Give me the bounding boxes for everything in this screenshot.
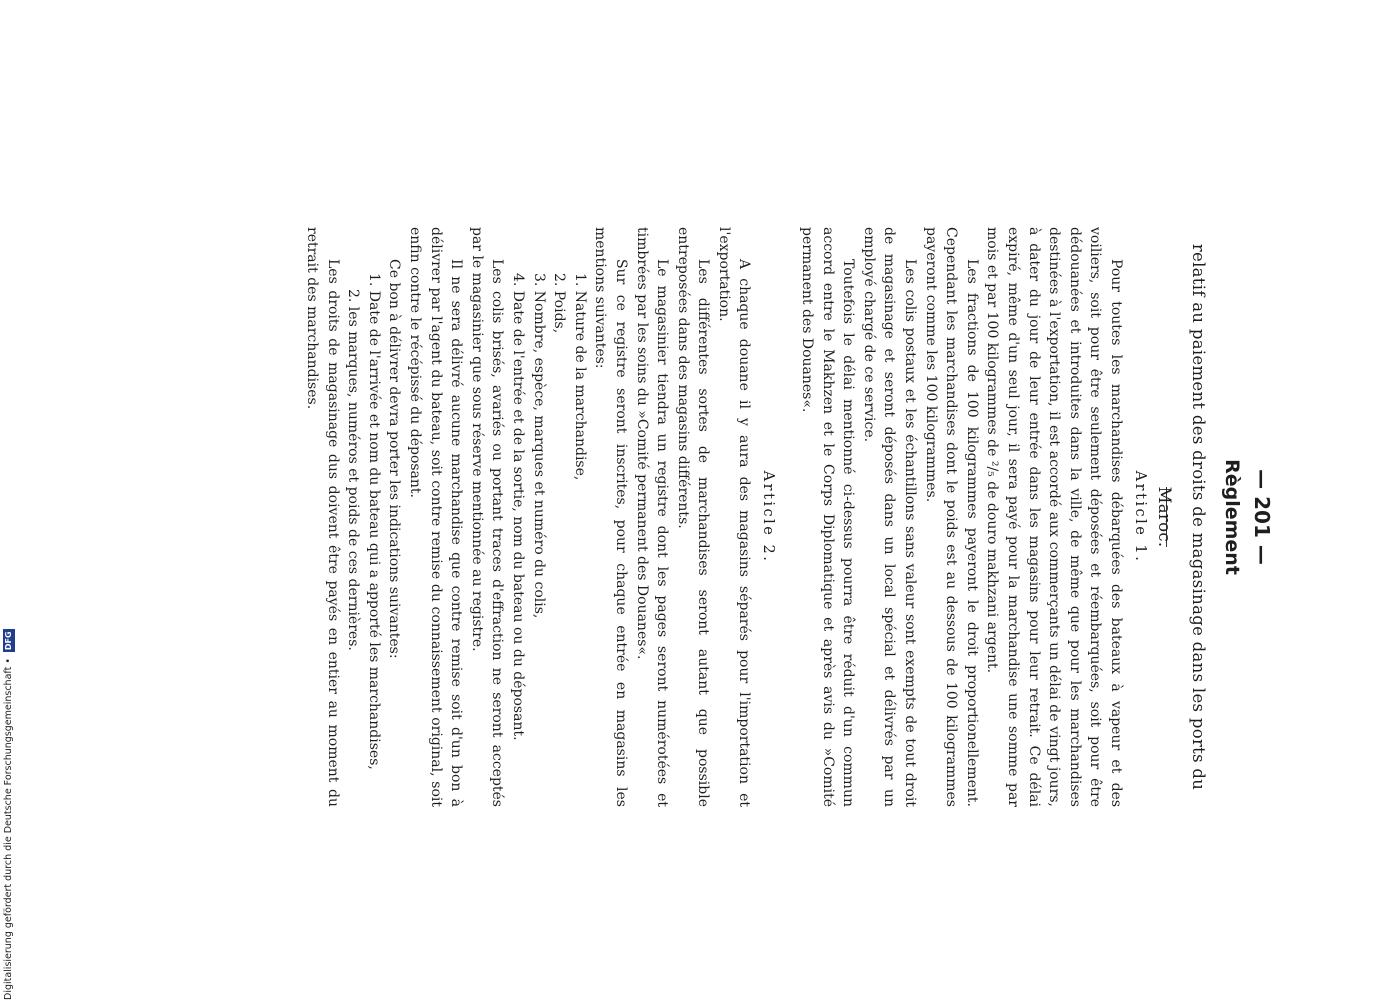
page-number: — 201 — bbox=[1250, 469, 1274, 565]
article-2-paragraph: Il ne sera délivré aucune marchandise que contre remise soit d'un bon à délivrer par l'agent du bateau, soit contre remise du connaissement original, soit enfin contre le récépissé du déposant. bbox=[407, 227, 465, 807]
credit-text: Digitalisierung gefördert durch die Deutsche Forschungsgemeinschaft • bbox=[3, 658, 14, 1000]
article-1-paragraph: Toutefois le délai mentionné ci-dessus pourra être réduit d'un commun accord entre le Makhzen et le Corps Diplomatique et après avis du »Comité permanent des Douanes«. bbox=[799, 227, 857, 807]
article-2-heading: Article 2. bbox=[760, 470, 777, 564]
article-2-paragraph: Les droits de magasinage dus doivent être payés en entier au moment du retrait des marchandises. bbox=[304, 227, 341, 807]
article-1-paragraph: Les colis postaux et les échantillons sans valeur sont exempts de tout droit de magasinage et seront déposés dans un local spécial et délivrés par un employé chargé de ce service. bbox=[860, 227, 919, 807]
article-2-paragraph: Les différentes sortes de marchandises seront autant que possible entreposées dans des magasins différents. bbox=[674, 227, 712, 807]
article-2-paragraph: Le magasinier tiendra un registre dont les pages seront numérotées et timbrées par les soins du »Comité permanent des Douanes«. bbox=[633, 227, 671, 807]
list-item: 4. Date de l'entrée et de la sortie, nom du bateau ou du déposant. bbox=[509, 273, 526, 741]
article-2-paragraph: Ce bon à délivrer devra porter les indications suivantes: bbox=[386, 259, 403, 659]
article-2-paragraph: Sur ce registre seront inscrites, pour chaque entrée en magasins les mentions suivantes: bbox=[592, 227, 629, 807]
document-title: Règlement bbox=[1221, 459, 1243, 575]
rotated-document-body bbox=[275, 227, 1275, 807]
article-2-paragraph: A chaque douane il y aura des magasins séparés pour l'importation et l'exportation. bbox=[715, 227, 753, 807]
dfg-logo: DFG bbox=[3, 631, 13, 651]
article-1-heading: Article 1. bbox=[1132, 470, 1148, 564]
digitization-credit bbox=[0, 600, 18, 1000]
document-subtitle: relatif au paiement des droits de magasinage dans les ports du Maroc. bbox=[1155, 243, 1208, 791]
list-item: 2. Poids, bbox=[551, 273, 568, 334]
list-item: 1. Date de l'arrivée et nom du bateau qui a apporté les marchandises, bbox=[365, 273, 382, 770]
article-1-paragraph: Pour toutes les marchandises débarquées des bateaux à vapeur et des voiliers, soit pour être seulement déposées et réembarquées, soit pour être dédouanées et introduites dans la ville, de même que pour les marchandises destinées à l'exportation, il est accordé aux commerçants un délai de vingt jours, à dater du jour de leur entrée dans les magasins pour leur retrait. Ce délai expiré, même d'un seul jour, il sera payé pour la marchandise une somme par mois et par 100 kilogrammes de ²/₅ de douro makhzani argent. bbox=[984, 227, 1124, 807]
article-1-paragraph: Les fractions de 100 kilogrammes payeront le droit proportionellement. Cependant les marchandises dont le poids est au dessous de 100 kilogrammes payeront comme les 100 kilogrammes. bbox=[922, 227, 980, 807]
list-item: 2. les marques, numéros et poids de ces dernières. bbox=[345, 289, 362, 651]
article-2-paragraph: Les colis brisés, avariés ou portant traces d'effraction ne seront acceptés par le magasinier que sous réserve mentionnée au registre. bbox=[468, 227, 506, 807]
list-item: 3. Nombre, espèce, marques et numéro du colis, bbox=[530, 273, 547, 619]
list-item: 1. Nature de la marchandise, bbox=[571, 273, 588, 481]
